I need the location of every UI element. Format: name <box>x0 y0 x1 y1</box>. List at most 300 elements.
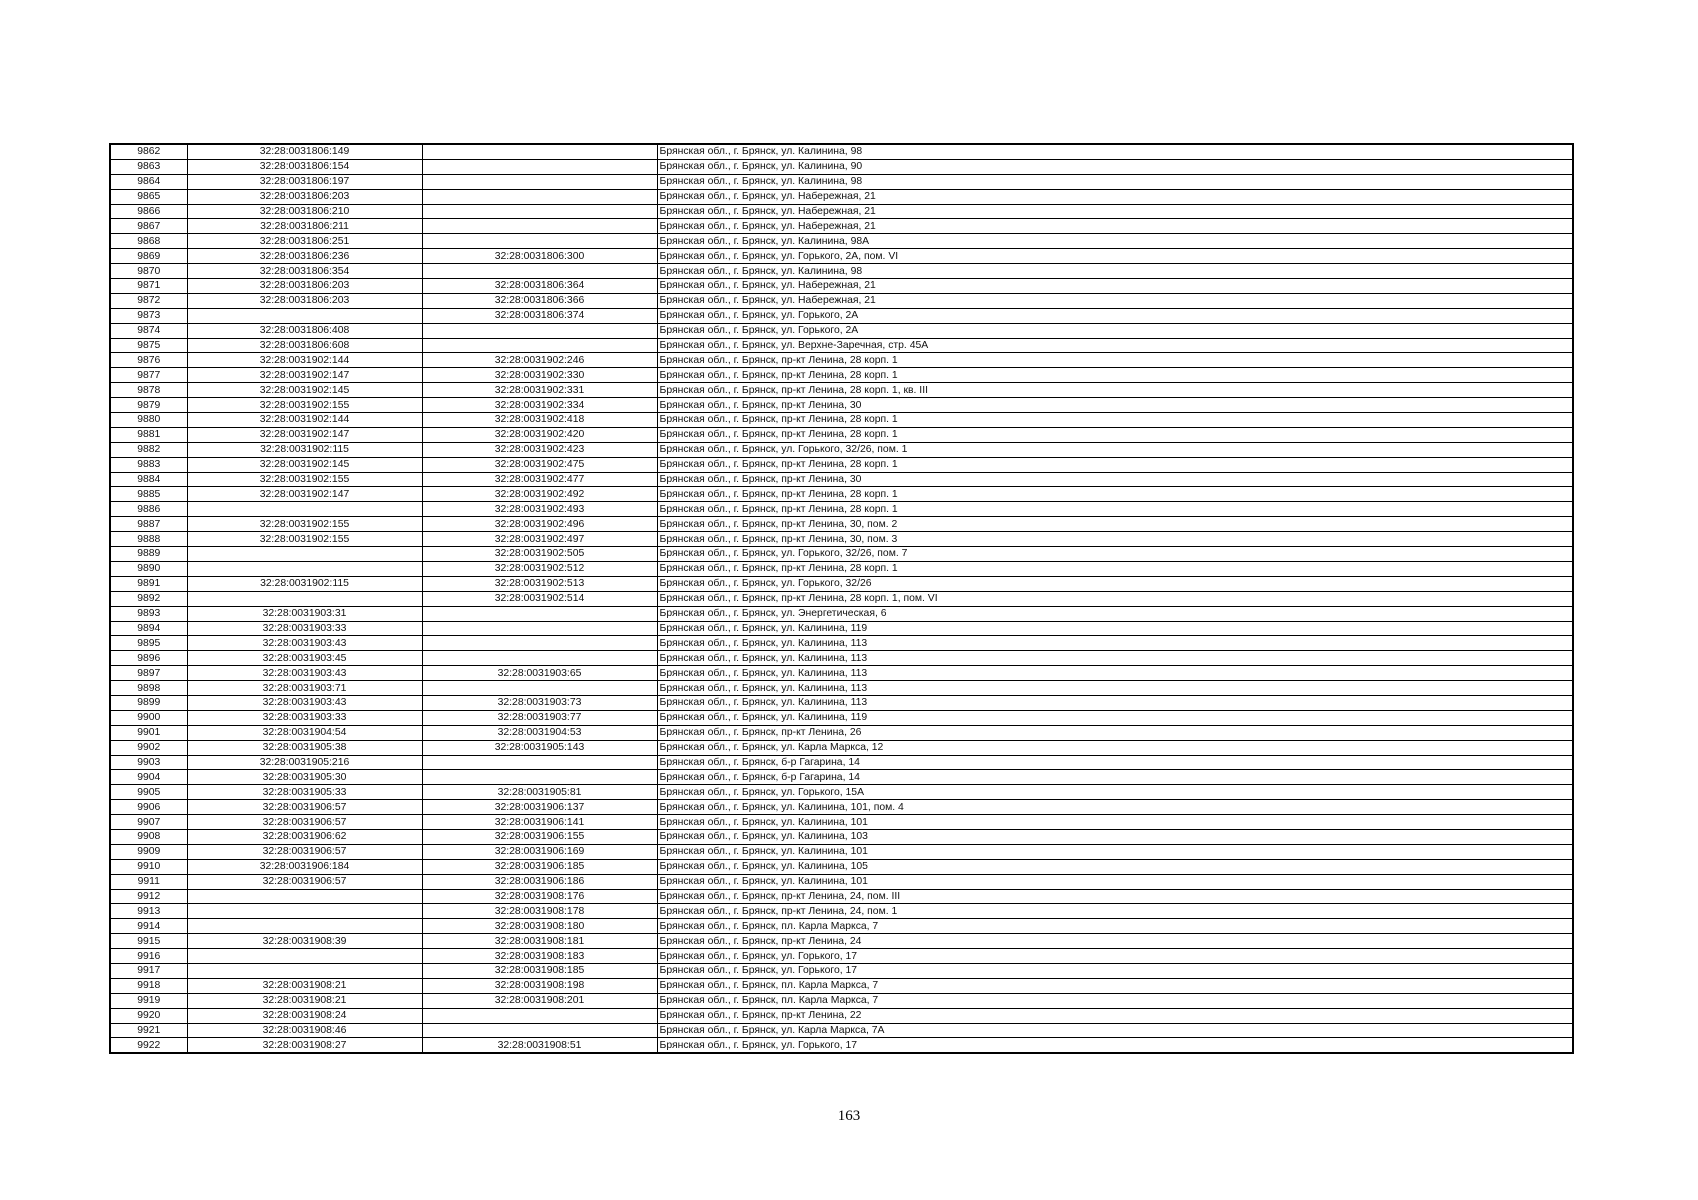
table-row <box>110 591 1573 606</box>
cadastral-number-cell: 32:28:0031906:185 <box>422 859 657 874</box>
row-number-cell: 9866 <box>110 204 187 219</box>
cadastral-number-parent-cell: 32:28:0031806:149 <box>187 144 422 159</box>
cadastral-number-cell: 32:28:0031908:176 <box>422 889 657 904</box>
address-cell: Брянская обл., г. Брянск, ул. Горького, 32/26 <box>657 576 1573 591</box>
row-number-cell: 9886 <box>110 502 187 517</box>
cadastral-number-cell: 32:28:0031908:198 <box>422 978 657 993</box>
table-row <box>110 1038 1573 1053</box>
table-row <box>110 978 1573 993</box>
cadastral-number-parent-cell: 32:28:0031902:155 <box>187 398 422 413</box>
row-number-cell: 9909 <box>110 844 187 859</box>
row-number-cell: 9890 <box>110 561 187 576</box>
cadastral-number-parent-cell: 32:28:0031903:33 <box>187 710 422 725</box>
row-number-cell: 9864 <box>110 174 187 189</box>
row-number-cell: 9912 <box>110 889 187 904</box>
address-cell: Брянская обл., г. Брянск, пр-кт Ленина, 28 корп. 1 <box>657 561 1573 576</box>
table-row <box>110 993 1573 1008</box>
row-number-cell: 9885 <box>110 487 187 502</box>
address-cell: Брянская обл., г. Брянск, б-р Гагарина, 14 <box>657 755 1573 770</box>
cadastral-number-cell: 32:28:0031806:300 <box>422 249 657 264</box>
table-row <box>110 502 1573 517</box>
row-number-cell: 9879 <box>110 398 187 413</box>
row-number-cell: 9913 <box>110 904 187 919</box>
cadastral-number-parent-cell: 32:28:0031906:57 <box>187 800 422 815</box>
address-cell: Брянская обл., г. Брянск, ул. Набережная, 21 <box>657 279 1573 294</box>
table-row <box>110 189 1573 204</box>
cadastral-number-cell: 32:28:0031902:497 <box>422 532 657 547</box>
address-cell: Брянская обл., г. Брянск, ул. Калинина, 119 <box>657 621 1573 636</box>
address-cell: Брянская обл., г. Брянск, ул. Карла Маркса, 7А <box>657 1023 1573 1038</box>
cadastral-number-cell <box>422 159 657 174</box>
address-cell: Брянская обл., г. Брянск, ул. Калинина, 113 <box>657 636 1573 651</box>
cadastral-number-cell <box>422 755 657 770</box>
address-cell: Брянская обл., г. Брянск, ул. Горького, 17 <box>657 1038 1573 1053</box>
row-number-cell: 9892 <box>110 591 187 606</box>
cadastral-number-cell: 32:28:0031902:496 <box>422 517 657 532</box>
row-number-cell: 9875 <box>110 338 187 353</box>
table-row <box>110 770 1573 785</box>
cadastral-number-parent-cell: 32:28:0031903:43 <box>187 636 422 651</box>
cadastral-number-parent-cell: 32:28:0031908:24 <box>187 1008 422 1023</box>
address-cell: Брянская обл., г. Брянск, пл. Карла Маркса, 7 <box>657 978 1573 993</box>
row-number-cell: 9880 <box>110 413 187 428</box>
table-row <box>110 874 1573 889</box>
row-number-cell: 9881 <box>110 427 187 442</box>
address-cell: Брянская обл., г. Брянск, ул. Горького, 32/26, пом. 1 <box>657 442 1573 457</box>
row-number-cell: 9865 <box>110 189 187 204</box>
cadastral-number-cell: 32:28:0031806:364 <box>422 279 657 294</box>
row-number-cell: 9896 <box>110 651 187 666</box>
cadastral-number-parent-cell: 32:28:0031903:31 <box>187 606 422 621</box>
address-cell: Брянская обл., г. Брянск, пл. Карла Маркса, 7 <box>657 919 1573 934</box>
cadastral-number-cell: 32:28:0031906:169 <box>422 844 657 859</box>
cadastral-table <box>109 143 1574 1054</box>
cadastral-number-cell: 32:28:0031906:137 <box>422 800 657 815</box>
cadastral-number-cell <box>422 681 657 696</box>
address-cell: Брянская обл., г. Брянск, пр-кт Ленина, 28 корп. 1 <box>657 502 1573 517</box>
cadastral-number-cell <box>422 234 657 249</box>
address-cell: Брянская обл., г. Брянск, пр-кт Ленина, 24, пом. III <box>657 889 1573 904</box>
cadastral-number-parent-cell: 32:28:0031902:145 <box>187 457 422 472</box>
cadastral-number-cell <box>422 219 657 234</box>
row-number-cell: 9873 <box>110 308 187 323</box>
address-cell: Брянская обл., г. Брянск, пр-кт Ленина, 28 корп. 1 <box>657 487 1573 502</box>
address-cell: Брянская обл., г. Брянск, ул. Калинина, 113 <box>657 681 1573 696</box>
row-number-cell: 9916 <box>110 949 187 964</box>
table-row <box>110 815 1573 830</box>
cadastral-number-parent-cell: 32:28:0031905:216 <box>187 755 422 770</box>
cadastral-number-cell <box>422 651 657 666</box>
cadastral-number-parent-cell: 32:28:0031906:57 <box>187 815 422 830</box>
table-row <box>110 234 1573 249</box>
row-number-cell: 9884 <box>110 472 187 487</box>
cadastral-number-cell: 32:28:0031908:183 <box>422 949 657 964</box>
address-cell: Брянская обл., г. Брянск, ул. Калинина, 105 <box>657 859 1573 874</box>
row-number-cell: 9917 <box>110 963 187 978</box>
cadastral-number-cell: 32:28:0031806:374 <box>422 308 657 323</box>
cadastral-number-parent-cell: 32:28:0031903:43 <box>187 666 422 681</box>
address-cell: Брянская обл., г. Брянск, ул. Калинина, 98 <box>657 264 1573 279</box>
address-cell: Брянская обл., г. Брянск, ул. Горького, 17 <box>657 949 1573 964</box>
table-row <box>110 829 1573 844</box>
table-row <box>110 725 1573 740</box>
cadastral-number-parent-cell: 32:28:0031902:155 <box>187 472 422 487</box>
row-number-cell: 9921 <box>110 1023 187 1038</box>
address-cell: Брянская обл., г. Брянск, ул. Энергетическая, 6 <box>657 606 1573 621</box>
cadastral-number-cell: 32:28:0031906:155 <box>422 829 657 844</box>
cadastral-number-cell: 32:28:0031908:178 <box>422 904 657 919</box>
table-row <box>110 666 1573 681</box>
table-row <box>110 889 1573 904</box>
address-cell: Брянская обл., г. Брянск, б-р Гагарина, 14 <box>657 770 1573 785</box>
cadastral-number-parent-cell: 32:28:0031806:203 <box>187 279 422 294</box>
row-number-cell: 9907 <box>110 815 187 830</box>
cadastral-number-parent-cell: 32:28:0031903:33 <box>187 621 422 636</box>
row-number-cell: 9868 <box>110 234 187 249</box>
table-row <box>110 159 1573 174</box>
table-row <box>110 293 1573 308</box>
row-number-cell: 9888 <box>110 532 187 547</box>
row-number-cell: 9920 <box>110 1008 187 1023</box>
cadastral-number-cell: 32:28:0031905:143 <box>422 740 657 755</box>
cadastral-number-cell: 32:28:0031902:514 <box>422 591 657 606</box>
row-number-cell: 9883 <box>110 457 187 472</box>
cadastral-number-parent-cell: 32:28:0031906:57 <box>187 844 422 859</box>
cadastral-number-cell: 32:28:0031902:513 <box>422 576 657 591</box>
row-number-cell: 9870 <box>110 264 187 279</box>
address-cell: Брянская обл., г. Брянск, ул. Калинина, 103 <box>657 829 1573 844</box>
address-cell: Брянская обл., г. Брянск, ул. Горького, 32/26, пом. 7 <box>657 547 1573 562</box>
cadastral-number-cell: 32:28:0031902:512 <box>422 561 657 576</box>
table-row <box>110 383 1573 398</box>
cadastral-number-parent-cell: 32:28:0031806:211 <box>187 219 422 234</box>
cadastral-number-parent-cell: 32:28:0031902:115 <box>187 576 422 591</box>
cadastral-number-parent-cell: 32:28:0031902:155 <box>187 532 422 547</box>
table-row <box>110 308 1573 323</box>
row-number-cell: 9919 <box>110 993 187 1008</box>
table-row <box>110 1008 1573 1023</box>
table-row <box>110 547 1573 562</box>
row-number-cell: 9874 <box>110 323 187 338</box>
row-number-cell: 9891 <box>110 576 187 591</box>
address-cell: Брянская обл., г. Брянск, пр-кт Ленина, 28 корп. 1, пом. VI <box>657 591 1573 606</box>
address-cell: Брянская обл., г. Брянск, ул. Горького, 15А <box>657 785 1573 800</box>
address-cell: Брянская обл., г. Брянск, пл. Карла Маркса, 7 <box>657 993 1573 1008</box>
address-cell: Брянская обл., г. Брянск, ул. Калинина, 113 <box>657 666 1573 681</box>
address-cell: Брянская обл., г. Брянск, пр-кт Ленина, 30 <box>657 472 1573 487</box>
table-row <box>110 517 1573 532</box>
address-cell: Брянская обл., г. Брянск, ул. Набережная, 21 <box>657 189 1573 204</box>
cadastral-number-parent-cell: 32:28:0031806:408 <box>187 323 422 338</box>
cadastral-number-cell <box>422 1023 657 1038</box>
address-cell: Брянская обл., г. Брянск, ул. Горького, 2А <box>657 308 1573 323</box>
cadastral-number-cell <box>422 770 657 785</box>
table-row <box>110 457 1573 472</box>
cadastral-number-parent-cell <box>187 308 422 323</box>
table-row <box>110 279 1573 294</box>
cadastral-number-cell <box>422 144 657 159</box>
cadastral-number-cell: 32:28:0031902:493 <box>422 502 657 517</box>
address-cell: Брянская обл., г. Брянск, пр-кт Ленина, 28 корп. 1 <box>657 413 1573 428</box>
cadastral-number-parent-cell <box>187 561 422 576</box>
row-number-cell: 9911 <box>110 874 187 889</box>
cadastral-number-parent-cell: 32:28:0031806:210 <box>187 204 422 219</box>
address-cell: Брянская обл., г. Брянск, ул. Калинина, 101 <box>657 815 1573 830</box>
table-row <box>110 949 1573 964</box>
address-cell: Брянская обл., г. Брянск, пр-кт Ленина, 28 корп. 1 <box>657 457 1573 472</box>
cadastral-number-parent-cell: 32:28:0031905:33 <box>187 785 422 800</box>
row-number-cell: 9869 <box>110 249 187 264</box>
row-number-cell: 9893 <box>110 606 187 621</box>
cadastral-number-parent-cell <box>187 963 422 978</box>
cadastral-number-parent-cell: 32:28:0031902:144 <box>187 413 422 428</box>
address-cell: Брянская обл., г. Брянск, ул. Калинина, 98 <box>657 144 1573 159</box>
table-row <box>110 606 1573 621</box>
table-row <box>110 442 1573 457</box>
cadastral-number-cell: 32:28:0031908:201 <box>422 993 657 1008</box>
row-number-cell: 9876 <box>110 353 187 368</box>
row-number-cell: 9901 <box>110 725 187 740</box>
cadastral-number-parent-cell <box>187 502 422 517</box>
cadastral-number-cell <box>422 323 657 338</box>
cadastral-number-cell: 32:28:0031902:492 <box>422 487 657 502</box>
cadastral-number-parent-cell: 32:28:0031806:354 <box>187 264 422 279</box>
cadastral-number-parent-cell: 32:28:0031902:155 <box>187 517 422 532</box>
cadastral-number-parent-cell: 32:28:0031902:144 <box>187 353 422 368</box>
row-number-cell: 9904 <box>110 770 187 785</box>
table-row <box>110 740 1573 755</box>
cadastral-number-cell: 32:28:0031902:330 <box>422 368 657 383</box>
table-row <box>110 1023 1573 1038</box>
cadastral-number-cell: 32:28:0031908:180 <box>422 919 657 934</box>
table-row <box>110 695 1573 710</box>
cadastral-number-cell <box>422 636 657 651</box>
row-number-cell: 9882 <box>110 442 187 457</box>
cadastral-number-cell: 32:28:0031903:65 <box>422 666 657 681</box>
address-cell: Брянская обл., г. Брянск, ул. Калинина, 101 <box>657 874 1573 889</box>
table-row <box>110 532 1573 547</box>
table-row <box>110 934 1573 949</box>
cadastral-number-parent-cell: 32:28:0031806:203 <box>187 189 422 204</box>
table-row <box>110 368 1573 383</box>
cadastral-number-parent-cell: 32:28:0031908:21 <box>187 978 422 993</box>
table-row <box>110 859 1573 874</box>
row-number-cell: 9898 <box>110 681 187 696</box>
cadastral-number-cell: 32:28:0031902:423 <box>422 442 657 457</box>
table-row <box>110 204 1573 219</box>
row-number-cell: 9878 <box>110 383 187 398</box>
table-row <box>110 174 1573 189</box>
cadastral-number-parent-cell: 32:28:0031903:71 <box>187 681 422 696</box>
row-number-cell: 9918 <box>110 978 187 993</box>
table-row <box>110 338 1573 353</box>
cadastral-number-parent-cell: 32:28:0031906:184 <box>187 859 422 874</box>
row-number-cell: 9895 <box>110 636 187 651</box>
row-number-cell: 9897 <box>110 666 187 681</box>
table-row <box>110 323 1573 338</box>
cadastral-number-parent-cell: 32:28:0031902:147 <box>187 368 422 383</box>
table-row <box>110 800 1573 815</box>
cadastral-number-cell: 32:28:0031908:185 <box>422 963 657 978</box>
cadastral-number-cell: 32:28:0031902:477 <box>422 472 657 487</box>
address-cell: Брянская обл., г. Брянск, пр-кт Ленина, 24, пом. 1 <box>657 904 1573 919</box>
cadastral-number-parent-cell: 32:28:0031902:147 <box>187 427 422 442</box>
cadastral-number-parent-cell: 32:28:0031902:147 <box>187 487 422 502</box>
cadastral-number-parent-cell: 32:28:0031904:54 <box>187 725 422 740</box>
address-cell: Брянская обл., г. Брянск, пр-кт Ленина, 28 корп. 1 <box>657 368 1573 383</box>
table-row <box>110 621 1573 636</box>
table-body <box>110 144 1573 1053</box>
address-cell: Брянская обл., г. Брянск, ул. Набережная, 21 <box>657 219 1573 234</box>
table-row <box>110 264 1573 279</box>
cadastral-number-cell <box>422 174 657 189</box>
table-row <box>110 413 1573 428</box>
table-row <box>110 681 1573 696</box>
cadastral-number-parent-cell: 32:28:0031806:251 <box>187 234 422 249</box>
row-number-cell: 9902 <box>110 740 187 755</box>
cadastral-number-parent-cell <box>187 949 422 964</box>
row-number-cell: 9867 <box>110 219 187 234</box>
cadastral-number-cell: 32:28:0031902:246 <box>422 353 657 368</box>
cadastral-number-cell <box>422 606 657 621</box>
address-cell: Брянская обл., г. Брянск, ул. Калинина, 101, пом. 4 <box>657 800 1573 815</box>
row-number-cell: 9900 <box>110 710 187 725</box>
cadastral-number-cell: 32:28:0031902:331 <box>422 383 657 398</box>
address-cell: Брянская обл., г. Брянск, пр-кт Ленина, 28 корп. 1 <box>657 353 1573 368</box>
cadastral-number-parent-cell: 32:28:0031903:45 <box>187 651 422 666</box>
table-row <box>110 636 1573 651</box>
page-number: 163 <box>837 1108 861 1124</box>
cadastral-number-cell: 32:28:0031902:505 <box>422 547 657 562</box>
row-number-cell: 9889 <box>110 547 187 562</box>
table-row <box>110 919 1573 934</box>
cadastral-number-parent-cell: 32:28:0031806:203 <box>187 293 422 308</box>
cadastral-number-cell <box>422 1008 657 1023</box>
table-row <box>110 249 1573 264</box>
address-cell: Брянская обл., г. Брянск, ул. Калинина, 101 <box>657 844 1573 859</box>
address-cell: Брянская обл., г. Брянск, ул. Калинина, 113 <box>657 651 1573 666</box>
table-row <box>110 487 1573 502</box>
row-number-cell: 9922 <box>110 1038 187 1053</box>
cadastral-number-parent-cell: 32:28:0031902:115 <box>187 442 422 457</box>
address-cell: Брянская обл., г. Брянск, ул. Калинина, 98А <box>657 234 1573 249</box>
table-row <box>110 472 1573 487</box>
address-cell: Брянская обл., г. Брянск, ул. Карла Маркса, 12 <box>657 740 1573 755</box>
cadastral-number-cell: 32:28:0031904:53 <box>422 725 657 740</box>
row-number-cell: 9862 <box>110 144 187 159</box>
table-row <box>110 576 1573 591</box>
cadastral-number-cell: 32:28:0031902:334 <box>422 398 657 413</box>
address-cell: Брянская обл., г. Брянск, пр-кт Ленина, 22 <box>657 1008 1573 1023</box>
address-cell: Брянская обл., г. Брянск, ул. Калинина, 90 <box>657 159 1573 174</box>
cadastral-number-parent-cell: 32:28:0031905:38 <box>187 740 422 755</box>
row-number-cell: 9872 <box>110 293 187 308</box>
row-number-cell: 9908 <box>110 829 187 844</box>
cadastral-number-cell: 32:28:0031902:418 <box>422 413 657 428</box>
address-cell: Брянская обл., г. Брянск, пр-кт Ленина, 30, пом. 2 <box>657 517 1573 532</box>
row-number-cell: 9863 <box>110 159 187 174</box>
cadastral-number-cell: 32:28:0031905:81 <box>422 785 657 800</box>
row-number-cell: 9871 <box>110 279 187 294</box>
row-number-cell: 9877 <box>110 368 187 383</box>
address-cell: Брянская обл., г. Брянск, пр-кт Ленина, 28 корп. 1, кв. III <box>657 383 1573 398</box>
cadastral-number-parent-cell <box>187 889 422 904</box>
address-cell: Брянская обл., г. Брянск, пр-кт Ленина, 24 <box>657 934 1573 949</box>
address-cell: Брянская обл., г. Брянск, ул. Набережная, 21 <box>657 204 1573 219</box>
address-cell: Брянская обл., г. Брянск, ул. Горького, 2А <box>657 323 1573 338</box>
address-cell: Брянская обл., г. Брянск, ул. Калинина, 119 <box>657 710 1573 725</box>
cadastral-number-parent-cell: 32:28:0031908:27 <box>187 1038 422 1053</box>
address-cell: Брянская обл., г. Брянск, пр-кт Ленина, 26 <box>657 725 1573 740</box>
table-row <box>110 755 1573 770</box>
cadastral-number-parent-cell: 32:28:0031806:236 <box>187 249 422 264</box>
address-cell: Брянская обл., г. Брянск, ул. Набережная, 21 <box>657 293 1573 308</box>
address-cell: Брянская обл., г. Брянск, пр-кт Ленина, 28 корп. 1 <box>657 427 1573 442</box>
cadastral-number-parent-cell: 32:28:0031806:608 <box>187 338 422 353</box>
table-row <box>110 398 1573 413</box>
table-row <box>110 561 1573 576</box>
table-row <box>110 963 1573 978</box>
table-row <box>110 353 1573 368</box>
row-number-cell: 9910 <box>110 859 187 874</box>
cadastral-number-parent-cell: 32:28:0031908:39 <box>187 934 422 949</box>
row-number-cell: 9906 <box>110 800 187 815</box>
address-cell: Брянская обл., г. Брянск, ул. Горького, 2А, пом. VI <box>657 249 1573 264</box>
cadastral-number-cell: 32:28:0031908:181 <box>422 934 657 949</box>
row-number-cell: 9905 <box>110 785 187 800</box>
table-row <box>110 710 1573 725</box>
cadastral-number-parent-cell: 32:28:0031902:145 <box>187 383 422 398</box>
cadastral-number-cell <box>422 621 657 636</box>
cadastral-number-cell: 32:28:0031906:186 <box>422 874 657 889</box>
cadastral-number-cell: 32:28:0031902:475 <box>422 457 657 472</box>
address-cell: Брянская обл., г. Брянск, ул. Калинина, 98 <box>657 174 1573 189</box>
address-cell: Брянская обл., г. Брянск, пр-кт Ленина, 30 <box>657 398 1573 413</box>
cadastral-number-cell <box>422 338 657 353</box>
cadastral-number-parent-cell <box>187 547 422 562</box>
cadastral-number-parent-cell <box>187 904 422 919</box>
cadastral-number-parent-cell: 32:28:0031906:62 <box>187 829 422 844</box>
table-row <box>110 219 1573 234</box>
cadastral-number-parent-cell: 32:28:0031908:21 <box>187 993 422 1008</box>
cadastral-number-cell <box>422 264 657 279</box>
cadastral-number-parent-cell: 32:28:0031806:154 <box>187 159 422 174</box>
row-number-cell: 9894 <box>110 621 187 636</box>
cadastral-number-cell: 32:28:0031902:420 <box>422 427 657 442</box>
cadastral-number-parent-cell: 32:28:0031905:30 <box>187 770 422 785</box>
row-number-cell: 9903 <box>110 755 187 770</box>
cadastral-number-parent-cell <box>187 919 422 934</box>
address-cell: Брянская обл., г. Брянск, ул. Горького, 17 <box>657 963 1573 978</box>
cadastral-number-cell: 32:28:0031903:73 <box>422 695 657 710</box>
row-number-cell: 9915 <box>110 934 187 949</box>
table-row <box>110 427 1573 442</box>
cadastral-number-parent-cell: 32:28:0031906:57 <box>187 874 422 889</box>
address-cell: Брянская обл., г. Брянск, ул. Верхне-Заречная, стр. 45А <box>657 338 1573 353</box>
cadastral-number-parent-cell: 32:28:0031908:46 <box>187 1023 422 1038</box>
cadastral-number-parent-cell: 32:28:0031903:43 <box>187 695 422 710</box>
table-row <box>110 651 1573 666</box>
row-number-cell: 9887 <box>110 517 187 532</box>
cadastral-number-cell: 32:28:0031903:77 <box>422 710 657 725</box>
address-cell: Брянская обл., г. Брянск, пр-кт Ленина, 30, пом. 3 <box>657 532 1573 547</box>
table-row <box>110 144 1573 159</box>
row-number-cell: 9914 <box>110 919 187 934</box>
cadastral-number-cell <box>422 204 657 219</box>
cadastral-number-cell: 32:28:0031806:366 <box>422 293 657 308</box>
cadastral-number-cell: 32:28:0031906:141 <box>422 815 657 830</box>
table-row <box>110 844 1573 859</box>
